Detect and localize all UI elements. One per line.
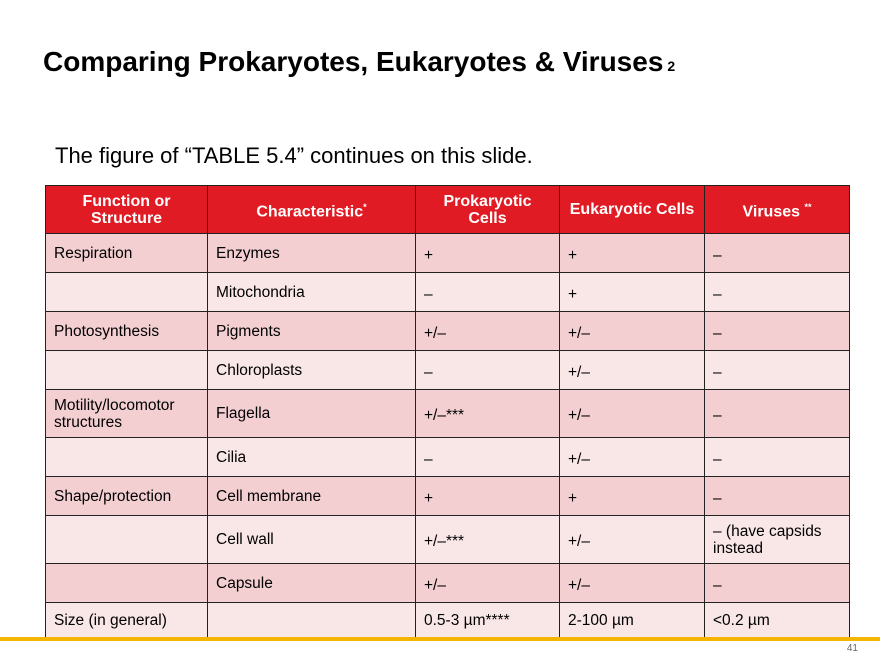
table-row	[46, 312, 850, 351]
cell-viruses: –	[705, 477, 850, 516]
table-row	[46, 516, 850, 564]
cell-prokaryotic: +	[416, 234, 560, 273]
header-function: Function or Structure	[46, 186, 208, 234]
cell-prokaryotic: –	[416, 438, 560, 477]
cell-function: Motility/locomotor structures	[46, 390, 208, 438]
cell-eukaryotic: +/–	[560, 312, 705, 351]
cell-eukaryotic: +/–	[560, 351, 705, 390]
cell-viruses: –	[705, 273, 850, 312]
table-row	[46, 273, 850, 312]
cell-characteristic: Mitochondria	[208, 273, 416, 312]
cell-characteristic: Capsule	[208, 564, 416, 603]
cell-prokaryotic: +/–***	[416, 516, 560, 564]
header-eukaryotic: Eukaryotic Cells	[560, 186, 705, 234]
cell-viruses: –	[705, 564, 850, 603]
slide-subtitle: The figure of “TABLE 5.4” continues on this slide.	[55, 143, 533, 168]
cell-prokaryotic: –	[416, 273, 560, 312]
cell-eukaryotic: +	[560, 273, 705, 312]
cell-eukaryotic: +/–	[560, 564, 705, 603]
comparison-table	[45, 185, 850, 638]
cell-function	[46, 516, 208, 564]
table-row	[46, 351, 850, 390]
table-row	[46, 390, 850, 438]
cell-function: Photosynthesis	[46, 312, 208, 351]
cell-function	[46, 564, 208, 603]
cell-function: Respiration	[46, 234, 208, 273]
header-characteristic: Characteristic*	[208, 186, 416, 234]
title-suffix: 2	[667, 58, 676, 74]
cell-function: Size (in general)	[46, 603, 208, 638]
cell-viruses: –	[705, 351, 850, 390]
cell-viruses: <0.2 µm	[705, 603, 850, 638]
cell-viruses: –	[705, 390, 850, 438]
header-prokaryotic: Prokaryotic Cells	[416, 186, 560, 234]
title-text: Comparing Prokaryotes, Eukaryotes & Viruses	[43, 46, 664, 77]
cell-characteristic: Cilia	[208, 438, 416, 477]
table-row	[46, 603, 850, 638]
cell-prokaryotic: +/–***	[416, 390, 560, 438]
cell-prokaryotic: +/–	[416, 564, 560, 603]
cell-function	[46, 273, 208, 312]
cell-eukaryotic: +/–	[560, 438, 705, 477]
cell-viruses: –	[705, 438, 850, 477]
cell-characteristic: Cell wall	[208, 516, 416, 564]
cell-prokaryotic: +	[416, 477, 560, 516]
header-viruses: Viruses **	[705, 186, 850, 234]
cell-function: Shape/protection	[46, 477, 208, 516]
cell-viruses: –	[705, 234, 850, 273]
cell-characteristic: Chloroplasts	[208, 351, 416, 390]
cell-prokaryotic: +/–	[416, 312, 560, 351]
cell-function	[46, 351, 208, 390]
cell-eukaryotic: 2-100 µm	[560, 603, 705, 638]
table-header-row	[46, 186, 850, 234]
cell-function	[46, 438, 208, 477]
cell-eukaryotic: +	[560, 477, 705, 516]
cell-characteristic	[208, 603, 416, 638]
cell-characteristic: Flagella	[208, 390, 416, 438]
cell-eukaryotic: +/–	[560, 390, 705, 438]
table-row	[46, 438, 850, 477]
cell-viruses: – (have capsids instead	[705, 516, 850, 564]
slide-title	[43, 46, 675, 78]
cell-characteristic: Enzymes	[208, 234, 416, 273]
table-row	[46, 564, 850, 603]
page-number: 41	[846, 643, 858, 654]
cell-characteristic: Pigments	[208, 312, 416, 351]
footer-bar	[0, 637, 880, 641]
cell-eukaryotic: +	[560, 234, 705, 273]
table-row	[46, 234, 850, 273]
table-row	[46, 477, 850, 516]
cell-prokaryotic: 0.5-3 µm****	[416, 603, 560, 638]
cell-eukaryotic: +/–	[560, 516, 705, 564]
cell-prokaryotic: –	[416, 351, 560, 390]
cell-characteristic: Cell membrane	[208, 477, 416, 516]
cell-viruses: –	[705, 312, 850, 351]
